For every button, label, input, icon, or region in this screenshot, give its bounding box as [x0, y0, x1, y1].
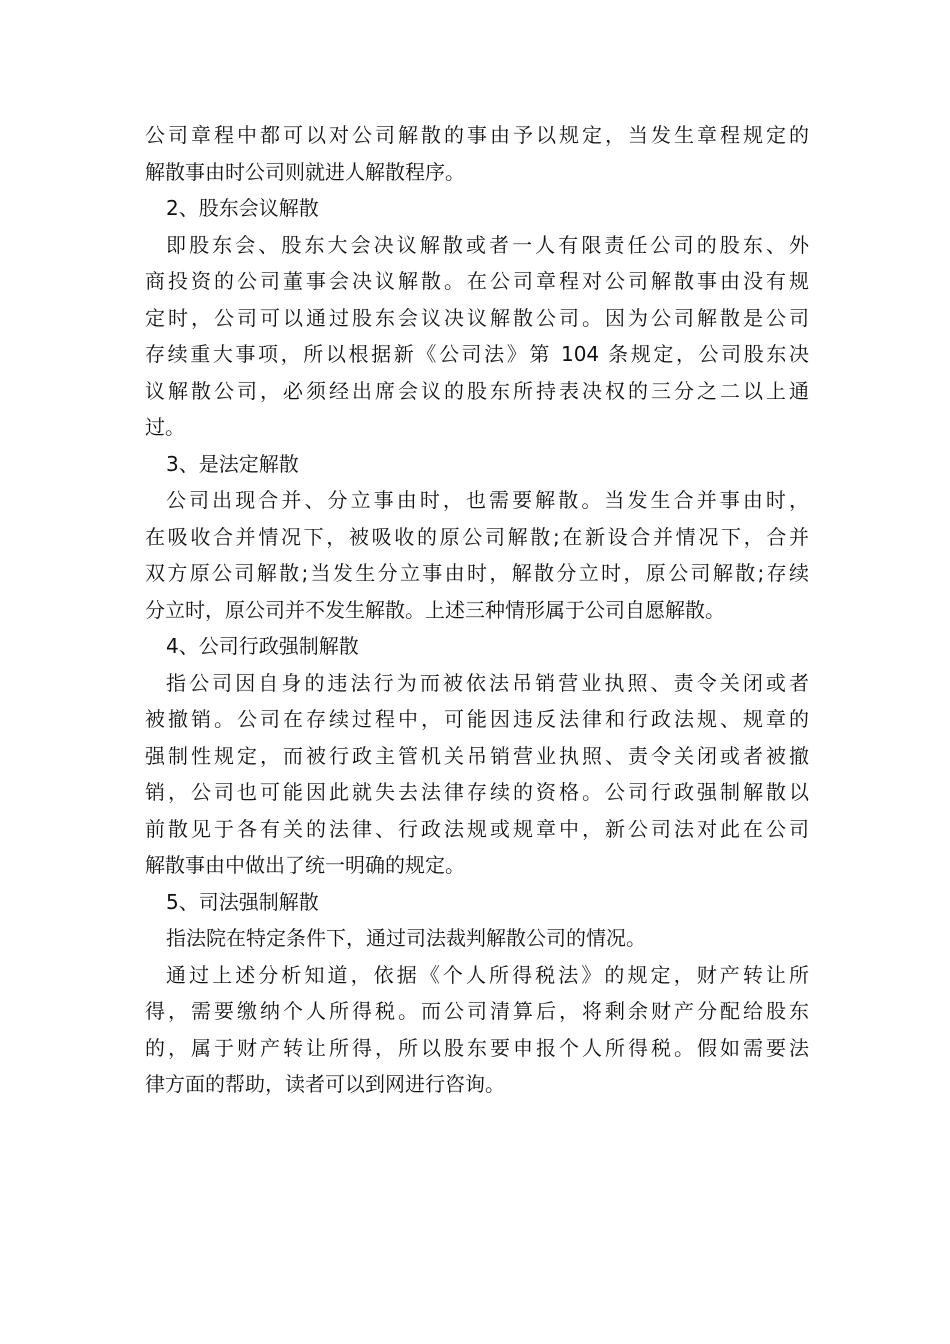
text-line: 销，公司也可能因此就失去法律存续的资格。公司行政强制解散以: [145, 780, 809, 804]
text-line: 强制性规定，而被行政主管机关吊销营业执照、责令关闭或者被撤: [145, 743, 809, 768]
document-body: [145, 117, 809, 1103]
text-line: 被撤销。公司在存续过程中，可能因违反法律和行政法规、规章的: [145, 707, 809, 731]
text-line: 解散事由中做出了统一明确的规定。: [145, 853, 465, 877]
text-line: 公司出现合并、分立事由时，也需要解散。当发生合并事由时，: [166, 488, 809, 512]
text-line: 指法院在特定条件下，通过司法裁判解散公司的情况。: [166, 926, 646, 950]
text-line: 定时，公司可以通过股东会议决议解散公司。因为公司解散是公司: [145, 305, 809, 330]
text-line: 议解散公司，必须经出席会议的股东所持表决权的三分之二以上通: [145, 378, 809, 403]
text-line: 律方面的帮助，读者可以到网进行咨询。: [145, 1072, 505, 1096]
text-line: 公司章程中都可以对公司解散的事由予以规定，当发生章程规定的: [145, 123, 809, 147]
text-line: 前散见于各有关的法律、行政法规或规章中，新公司法对此在公司: [145, 816, 809, 841]
text-line: 解散事由时公司则就进人解散程序。: [145, 159, 465, 184]
text-line: 通过上述分析知道，依据《个人所得税法》的规定，财产转让所: [166, 962, 809, 987]
text-line: 过。: [145, 415, 185, 439]
text-line: 即股东会、股东大会决议解散或者一人有限责任公司的股东、外: [166, 232, 809, 257]
section-heading: 3、是法定解散: [166, 451, 299, 476]
text-line: 分立时，原公司并不发生解散。上述三种情形属于公司自愿解散。: [145, 597, 725, 622]
text-line: 商投资的公司董事会决议解散。在公司章程对公司解散事由没有规: [145, 269, 809, 293]
text-line: 指公司因自身的违法行为而被依法吊销营业执照、责令关闭或者: [166, 670, 809, 695]
text-line: 的，属于财产转让所得，所以股东要申报个人所得税。假如需要法: [145, 1035, 809, 1060]
text-line: 在吸收合并情况下，被吸收的原公司解散;在新设合并情况下，合并: [145, 524, 809, 549]
text-line: 存续重大事项，所以根据新《公司法》第 104 条规定，公司股东决: [145, 342, 809, 366]
text-line: 双方原公司解散;当发生分立事由时，解散分立时，原公司解散;存续: [145, 561, 809, 585]
section-heading: 4、公司行政强制解散: [166, 634, 359, 658]
text-line: 得，需要缴纳个人所得税。而公司清算后，将剩余财产分配给股东: [145, 999, 809, 1023]
section-heading: 2、股东会议解散: [166, 196, 319, 220]
section-heading: 5、司法强制解散: [166, 889, 319, 914]
